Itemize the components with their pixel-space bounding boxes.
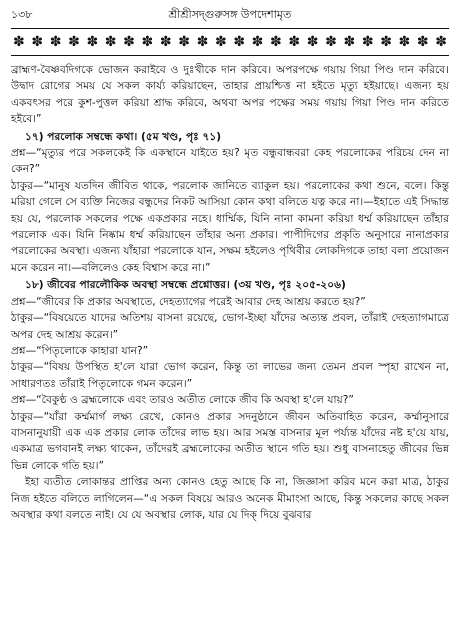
ornament-icon: ✽ <box>31 34 44 50</box>
dialogue-paragraph: প্রশ্ন—“জীবের কি প্রকার অবস্থাতে, দেহত্যাগের পরেই আবার দেহ আশ্রয় করতে হয়?” <box>11 295 366 308</box>
dialogue-paragraph: ঠাকুর—“বিষয়েতে যাদের অতিশয় বাসনা রয়েছে, ভোগ-ইচ্ছা যাঁদের অত্যন্ত প্রবল, তাঁরাই দেহত্যাগমাত্রে অপর দেহ আশ্রয় করেন।” <box>11 312 449 341</box>
ornament-icon: ✽ <box>361 34 374 50</box>
ornament-icon: ✽ <box>288 34 301 50</box>
ornamental-border <box>11 28 449 56</box>
dialogue-paragraph: প্রশ্ন—“মৃত্যুর পরে সকলকেই কি একস্থানে যাইতে হয়? মৃত বন্ধুবান্ধবরা কেহ পরলোকের পরিচয় দেন না কেন?” <box>11 147 449 176</box>
ornament-icon: ✽ <box>123 34 135 50</box>
ornament-icon: ✽ <box>435 34 447 50</box>
dialogue-paragraph: প্রশ্ন—“বৈকুণ্ঠ ও ব্রহ্মলোকে এবং তারও অতীত লোকে জীব কি অবস্থা হ'লে যায়?” <box>11 394 354 407</box>
ornament-icon: ✽ <box>159 34 172 50</box>
body-paragraph: ব্রাহ্মণ-বৈষ্ণবদিগকে ভোজন করাইবে ও দুঃখীকে দান করিবে। অপরপক্ষে গয়ায় গিয়া পিণ্ড দান করিবে। উদ্বাদ রোগের সময় যে সকল কার্য্য করিয়াছেন, তাহার প্রায়শ্চিত্ত না হইতে মৃত্যু হইয়াছে। এজন্য হয় একবৎসর পরে কুশ-পুত্তল করিয়া শ্রাদ্ধ করিবে, অথবা অপর পক্ষের সময় গয়ায় গিয়া পিণ্ড দান করিতে হইবে।” <box>11 64 449 126</box>
dialogue-paragraph: ঠাকুর—“যাঁরা কর্ম্মমার্গ লক্ষ্য রেখে, কোনও প্রকার সদনুষ্ঠানে জীবন অতিবাহিত করেন, কর্ম্মানুসারে বাসনানুযায়ী এক এক প্রকার লোক তাঁদের লাভ হয়। আর সমস্ত বাসনার মূল পর্য্যন্ত যাঁদের নষ্ট হ'য়ে যায়, একমাত্র ভগবানই লক্ষ্য থাকেন, তাঁদেরই ব্রহ্মলোকের অতীত স্থানে গতি হয়। শুধু বাসনাহেতু জীবের ভিন্ন ভিন্ন লোকে গতি হয়।” <box>11 410 449 472</box>
ornament-icon: ✽ <box>68 34 80 50</box>
section-heading: ১৮) জীবের পারলৌকিক অবস্থা সম্বন্ধে প্রশ্নোত্তর। (৩য় খণ্ড, পৃঃ ২০৫-২০৬) <box>25 279 346 292</box>
ornament-icon: ✽ <box>416 34 429 50</box>
ornament-icon: ✽ <box>141 34 154 50</box>
ornament-icon: ✽ <box>196 34 209 50</box>
ornament-icon: ✽ <box>49 34 62 50</box>
dialogue-paragraph: প্রশ্ন—“পিতৃলোকে কাহারা যান?” <box>11 344 149 357</box>
ornament-icon: ✽ <box>86 34 99 50</box>
body-paragraph: ইহা ব্যতীত লোকান্তর প্রাপ্তির অন্য কোনও হেতু আছে কি না, জিজ্ঞাসা করিব মনে করা মাত্র, ঠাকুর নিজ হইতে বলিতে লাগিলেন—“এ সকল বিষয়ে আরও অনেক মীমাংসা আছে, কিন্তু সকলের কাছে সকল অবস্থার কথা বলতে নাই। যে যে অবস্থার লোক, যার যে দিক্ দিয়ে বুঝবার <box>11 476 449 521</box>
ornament-icon: ✽ <box>178 34 190 50</box>
ornament-icon: ✽ <box>270 34 282 50</box>
ornament-icon: ✽ <box>325 34 337 50</box>
ornament-icon: ✽ <box>251 34 264 50</box>
page-number: ১৩৮ <box>11 8 33 21</box>
page-header <box>11 6 449 28</box>
body-text <box>11 62 449 523</box>
ornament-icon: ✽ <box>233 34 246 50</box>
running-title: শ্রীশ্রীসদ্গুরুসঙ্গ উপদেশামৃত <box>168 8 292 21</box>
ornament-icon: ✽ <box>398 34 411 50</box>
ornament-icon: ✽ <box>380 34 392 50</box>
section-heading: ১৭) পরলোক সম্বন্ধে কথা। (৫ম খণ্ড, পৃঃ ৭১) <box>25 130 222 143</box>
dialogue-paragraph: ঠাকুর—“বিষয় উপস্থিত হ'লে যারা ভোগ করেন, কিন্তু তা লাভের জন্য তেমন প্রবল স্পৃহা রাখেন না, সাধারণতঃ তাঁরাই পিতৃলোকে গমন করেন।” <box>11 361 449 390</box>
ornament-icon: ✽ <box>343 34 356 50</box>
ornament-icon: ✽ <box>104 34 117 50</box>
dialogue-paragraph: ঠাকুর—“মানুষ যতদিন জীবিত থাকে, পরলোক জানিতে ব্যাকুল হয়। পরলোকের কথা শুনে, বলে। কিন্তু মরিয়া গেলে সে ব্যক্তি নিজের বন্ধুদের নিকট আসিয়া কোন কথা বলিতে যত্ন করে না।—ইহাতে এই সিদ্ধান্ত হয় যে, পরলোক সকলের পক্ষে একপ্রকার নহে। ধার্ম্মিক, যিনি নানা কামনা করিয়া ধর্ম্ম করিয়াছেন তাঁহার পরলোক এক। যিনি নিষ্কাম ধর্ম্ম করিয়াছেন তাঁহার অন্য প্রকার। পাপীদিগের প্রকৃতি অনুসারে নানাপ্রকার পরলোকের অবস্থা। এজন্য যাঁহারা পরলোকে যান, সক্ষম হইলেও পৃথিবীর লোকদিগকে তাহা বলা প্রয়োজন মনে করেন না।—বলিলেও কেহ বিশ্বাস করে না।” <box>11 179 449 274</box>
ornament-icon: ✽ <box>214 34 227 50</box>
ornament-icon: ✽ <box>13 34 25 50</box>
ornament-icon: ✽ <box>306 34 319 50</box>
